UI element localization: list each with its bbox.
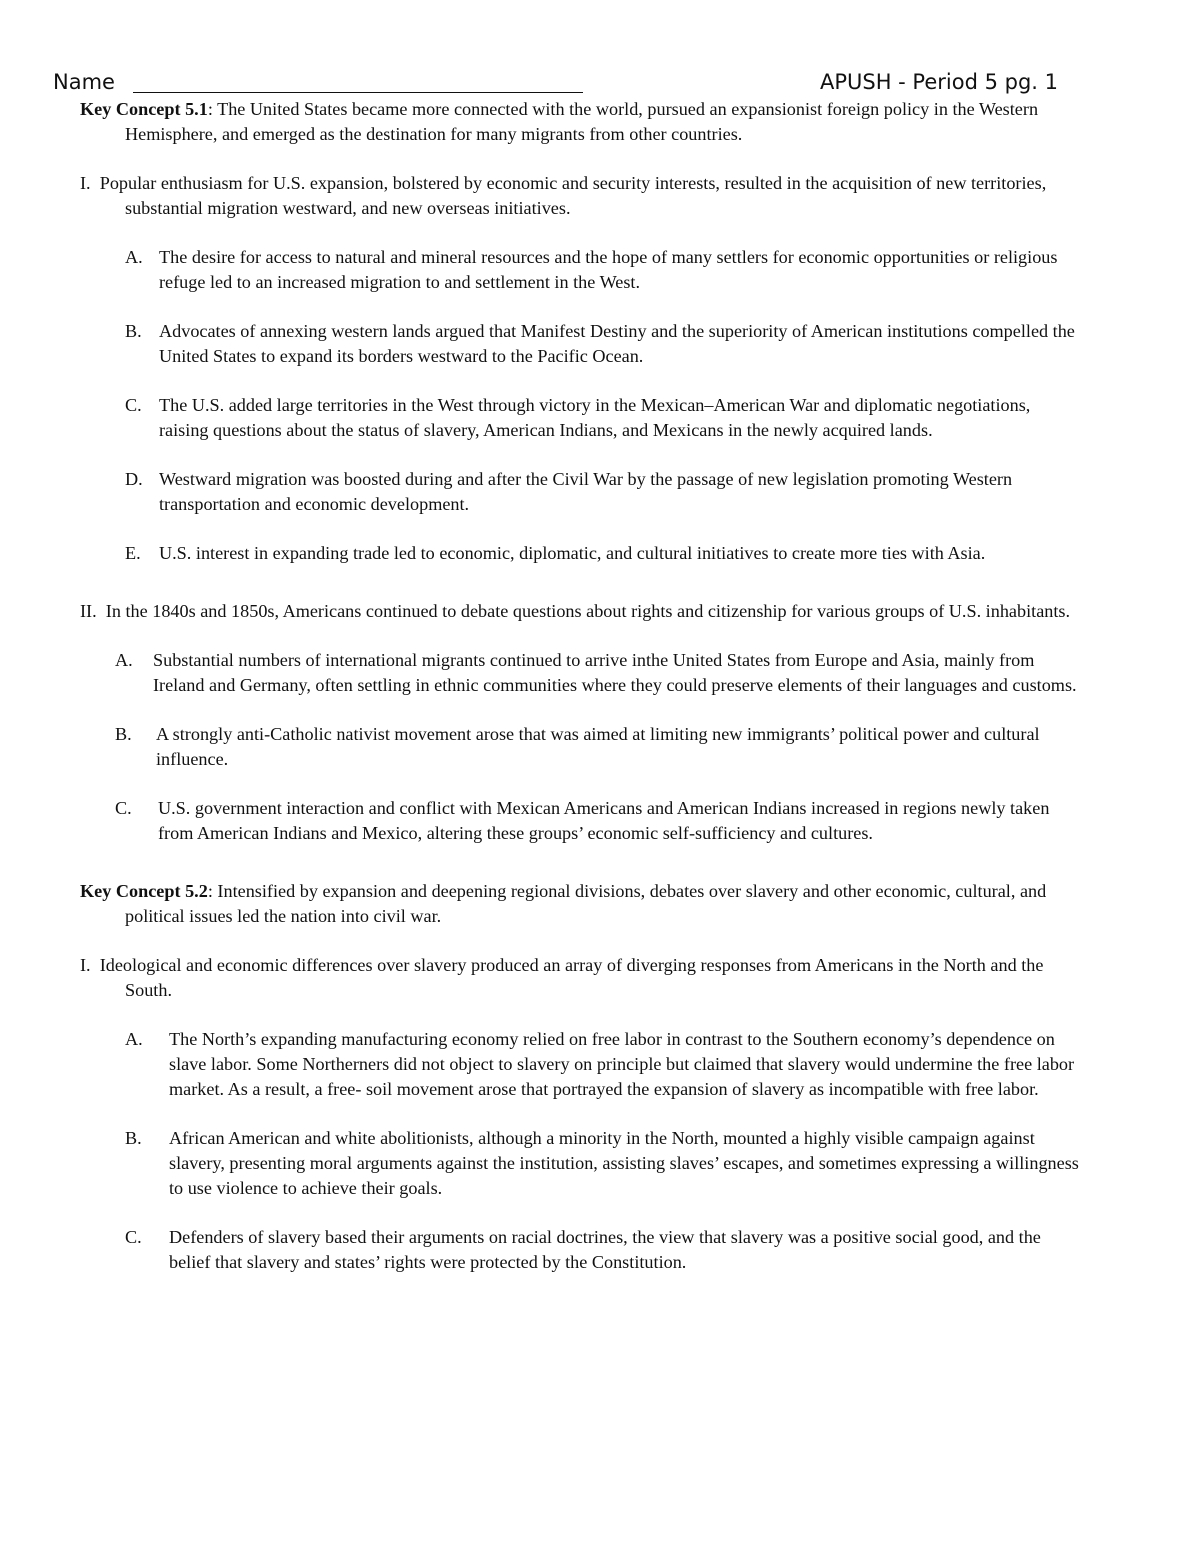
item-5-1-II-B [115,722,1080,772]
item-letter: A. [125,247,143,267]
name-label: Name [53,70,115,94]
document-body [80,97,1080,1275]
item-text: Substantial numbers of international migrants continued to arrive inthe United States from Europe and Asia, mainly from Ireland and Germany, often settling in ethnic communities where they could preserve elements of their languages and customs. [153,650,1077,695]
item-text: A strongly anti-Catholic nativist movement arose that was aimed at limiting new immigrants’ political power and cultural influence. [156,724,1040,769]
item-5-1-I-A [125,245,1080,295]
key-concept-label: Key Concept 5.1 [80,99,208,119]
item-5-2-I-A [125,1027,1080,1102]
roman-numeral: I. [80,173,91,193]
key-concept-5-1 [80,97,1080,147]
section-text: Popular enthusiasm for U.S. expansion, bolstered by economic and security interests, resulted in the acquisition of new territories, substantial migration westward, and new overseas initiatives. [99,173,1047,218]
name-blank-line [133,92,583,93]
item-text: The North’s expanding manufacturing economy relied on free labor in contrast to the Southern economy’s dependence on slave labor. Some Northerners did not object to slavery on principle but claimed that slavery would undermine the free labor market. As a result, a free- soil movement arose that portrayed the expansion of slavery as incompatible with free labor. [169,1029,1075,1099]
section-5-1-I [80,171,1080,221]
item-letter: D. [125,469,143,489]
key-concept-label: Key Concept 5.2 [80,881,208,901]
item-text: U.S. interest in expanding trade led to economic, diplomatic, and cultural initiatives to create more ties with Asia. [159,543,986,563]
item-text: African American and white abolitionists, although a minority in the North, mounted a highly visible campaign against slavery, presenting moral arguments against the institution, assisting slaves’ escapes, and sometimes expressing a willingness to use violence to achieve their goals. [169,1128,1079,1198]
item-5-1-II-C [115,796,1080,846]
item-5-1-I-E [125,541,1080,566]
item-5-2-I-C [125,1225,1080,1275]
item-letter: B. [125,321,142,341]
item-text: Defenders of slavery based their arguments on racial doctrines, the view that slavery was a positive social good, and the belief that slavery and states’ rights were protected by the Constitution. [169,1227,1041,1272]
key-concept-5-2 [80,879,1080,929]
item-text: The U.S. added large territories in the West through victory in the Mexican–American War and diplomatic negotiations, raising questions about the status of slavery, American Indians, and Mexicans in the newly acquired lands. [159,395,1031,440]
item-text: The desire for access to natural and mineral resources and the hope of many settlers for economic opportunities or religious refuge led to an increased migration to and settlement in the West. [159,247,1058,292]
item-5-1-I-B [125,319,1080,369]
roman-numeral: I. [80,955,91,975]
key-concept-text: : Intensified by expansion and deepening regional divisions, debates over slavery and other economic, cultural, and political issues led the nation into civil war. [125,881,1047,926]
item-5-1-I-D [125,467,1080,517]
section-5-1-II [80,599,1080,624]
item-5-1-I-C [125,393,1080,443]
item-text: U.S. government interaction and conflict with Mexican Americans and American Indians increased in regions newly taken from American Indians and Mexico, altering these groups’ economic self-sufficiency and cultures. [158,798,1050,843]
item-5-1-II-A [115,648,1080,698]
item-letter: E. [125,543,141,563]
key-concept-text: : The United States became more connected with the world, pursued an expansionist foreign policy in the Western Hemisphere, and emerged as the destination for many migrants from other countries. [125,99,1039,144]
item-letter: C. [125,395,142,415]
item-letter: C. [125,1227,142,1247]
item-5-2-I-B [125,1126,1080,1201]
item-letter: A. [125,1029,143,1049]
section-text: Ideological and economic differences over slavery produced an array of diverging responses from Americans in the North and the South. [99,955,1044,1000]
course-title: APUSH - Period 5 pg. 1 [819,70,1058,94]
roman-numeral: II. [80,601,97,621]
section-5-2-I [80,953,1080,1003]
item-letter: C. [115,798,132,818]
section-text: In the 1840s and 1850s, Americans continued to debate questions about rights and citizenship for various groups of U.S. inhabitants. [105,601,1071,621]
item-letter: B. [115,724,132,744]
item-letter: A. [115,650,133,670]
page-header [53,70,1058,100]
item-text: Westward migration was boosted during and after the Civil War by the passage of new legislation promoting Western transportation and economic development. [159,469,1013,514]
item-text: Advocates of annexing western lands argued that Manifest Destiny and the superiority of American institutions compelled the United States to expand its borders westward to the Pacific Ocean. [159,321,1075,366]
item-letter: B. [125,1128,142,1148]
